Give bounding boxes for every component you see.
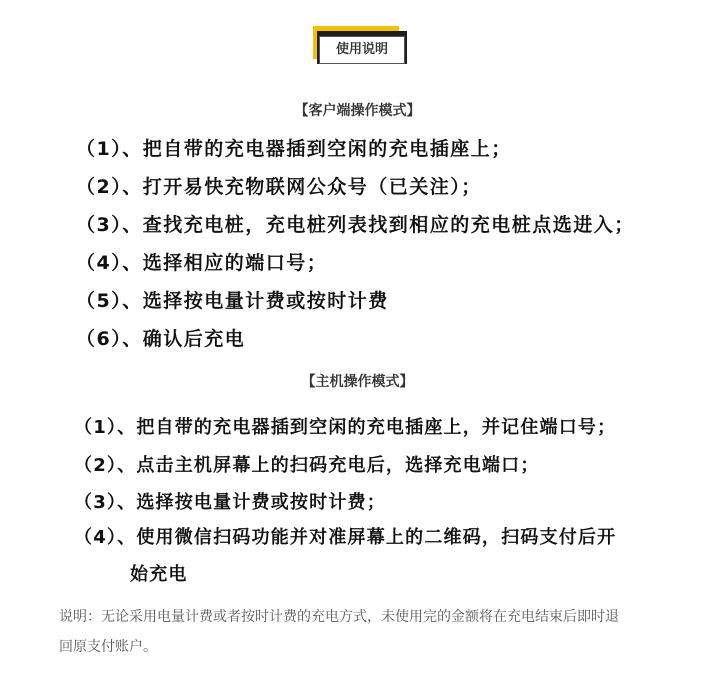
host-step-3: （3）、选择按电量计费或按时计费；: [74, 492, 386, 513]
client-step-1: （1）、把自带的充电器插到空闲的充电插座上；: [76, 138, 512, 160]
host-step-4-continued: 始充电: [130, 564, 188, 585]
client-step-2: （2）、打开易快充物联网公众号（已关注）；: [76, 176, 482, 198]
refund-note: [59, 602, 669, 662]
host-step-1: （1）、把自带的充电器插到空闲的充电插座上，并记住端口号；: [74, 417, 617, 438]
refund-note-line-2: 回原支付账户。: [59, 639, 157, 655]
badge-label: 使用说明: [319, 36, 405, 64]
client-mode-title: 【客户端操作模式】: [294, 103, 421, 119]
host-step-2: （2）、点击主机屏幕上的扫码充电后，选择充电端口；: [74, 455, 540, 476]
client-step-6: （6）、确认后充电: [76, 328, 246, 350]
usage-instructions-badge: [313, 26, 407, 66]
client-step-3: （3）、查找充电桩，充电桩列表找到相应的充电桩点选进入；: [76, 214, 635, 236]
host-mode-title: 【主机操作模式】: [301, 374, 414, 390]
client-step-4: （4）、选择相应的端口号；: [76, 252, 328, 274]
refund-note-line-1: 说明：无论采用电量计费或者按时计费的充电方式，未使用完的金额将在充电结束后即时退: [59, 609, 619, 625]
client-step-5: （5）、选择按电量计费或按时计费: [76, 290, 389, 312]
host-step-4: （4）、使用微信扫码功能并对准屏幕上的二维码，扫码支付后开: [74, 527, 617, 548]
